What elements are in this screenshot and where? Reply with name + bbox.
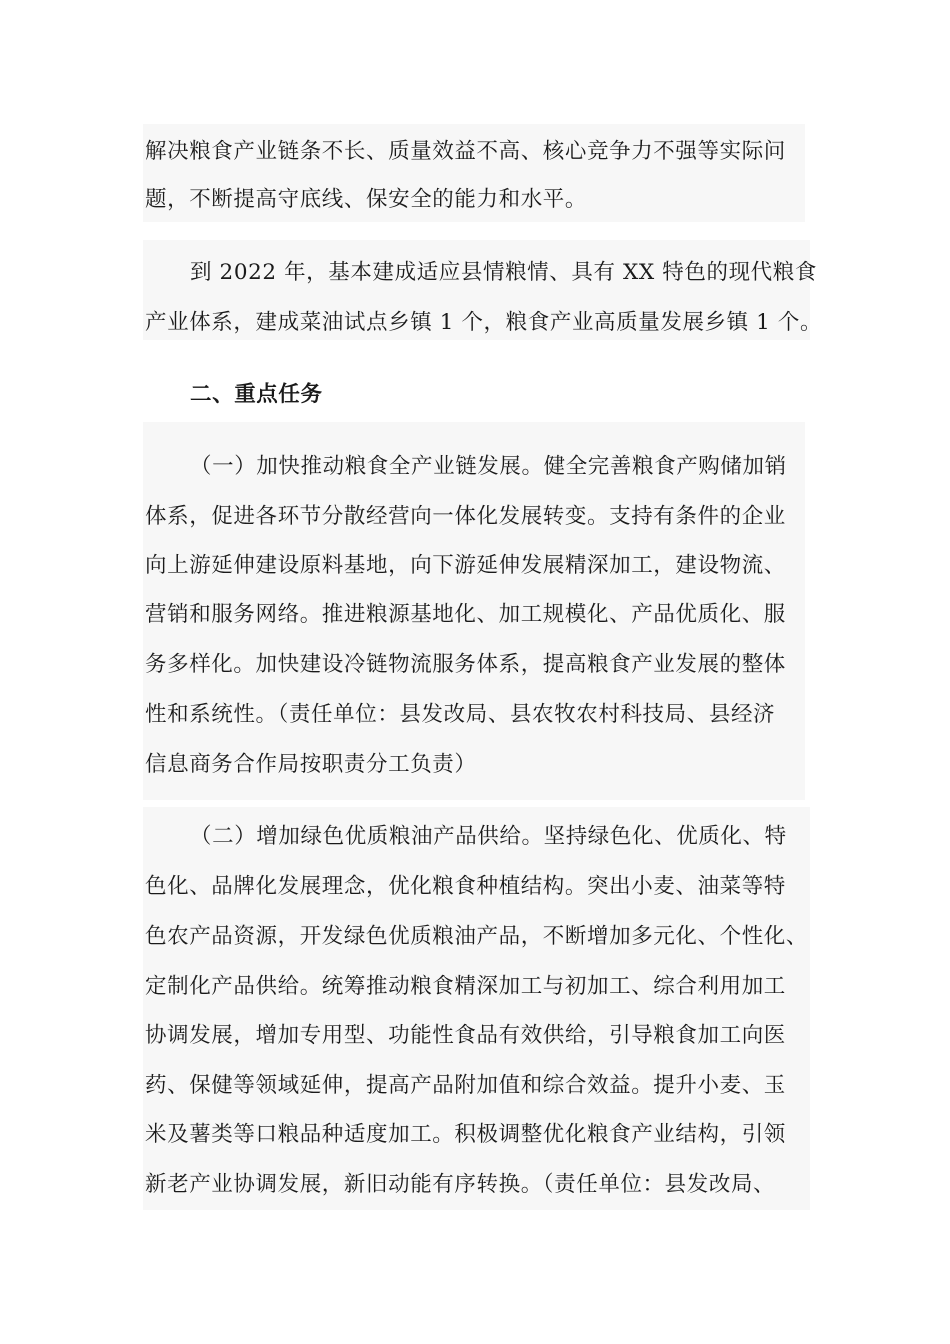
paragraph-3-line-1: （一）加快推动粮食全产业链发展。健全完善粮食产购储加销 xyxy=(190,454,787,479)
paragraph-3-line-5: 务多样化。加快建设冷链物流服务体系，提高粮食产业发展的整体 xyxy=(145,652,786,677)
paragraph-4-line-3: 色农产品资源，开发绿色优质粮油产品，不断增加多元化、个性化、 xyxy=(145,924,809,949)
paragraph-2-line-1: 到 2022 年，基本建成适应县情粮情、具有 XX 特色的现代粮食 xyxy=(190,260,817,285)
paragraph-4-line-8: 新老产业协调发展，新旧动能有序转换。（责任单位：县发改局、 xyxy=(145,1172,776,1197)
paragraph-3-line-6: 性和系统性。（责任单位：县发改局、县农牧农村科技局、县经济 xyxy=(145,702,776,727)
paragraph-2-line-2: 产业体系，建成菜油试点乡镇 1 个，粮食产业高质量发展乡镇 1 个。 xyxy=(145,310,823,335)
section-heading: 二、重点任务 xyxy=(190,382,323,407)
paragraph-4-line-1: （二）增加绿色优质粮油产品供给。坚持绿色化、优质化、特 xyxy=(190,824,787,849)
paragraph-4-line-4: 定制化产品供给。统筹推动粮食精深加工与初加工、综合利用加工 xyxy=(145,974,786,999)
paragraph-3-line-2: 体系，促进各环节分散经营向一体化发展转变。支持有条件的企业 xyxy=(145,504,786,529)
paragraph-4-line-5: 协调发展，增加专用型、功能性食品有效供给，引导粮食加工向医 xyxy=(145,1023,786,1048)
paragraph-3-line-7: 信息商务合作局按职责分工负责） xyxy=(145,752,477,777)
paragraph-4-line-7: 米及薯类等口粮品种适度加工。积极调整优化粮食产业结构，引领 xyxy=(145,1122,786,1147)
paragraph-4-line-2: 色化、品牌化发展理念，优化粮食种植结构。突出小麦、油菜等特 xyxy=(145,874,786,899)
paragraph-3-line-4: 营销和服务网络。推进粮源基地化、加工规模化、产品优质化、服 xyxy=(145,602,786,627)
paragraph-3-line-3: 向上游延伸建设原料基地，向下游延伸发展精深加工，建设物流、 xyxy=(145,553,786,578)
paragraph-1-line-1: 解决粮食产业链条不长、质量效益不高、核心竞争力不强等实际问 xyxy=(145,139,786,164)
paragraph-1-line-2: 题，不断提高守底线、保安全的能力和水平。 xyxy=(145,187,588,212)
paragraph-4-line-6: 药、保健等领域延伸，提高产品附加值和综合效益。提升小麦、玉 xyxy=(145,1073,786,1098)
